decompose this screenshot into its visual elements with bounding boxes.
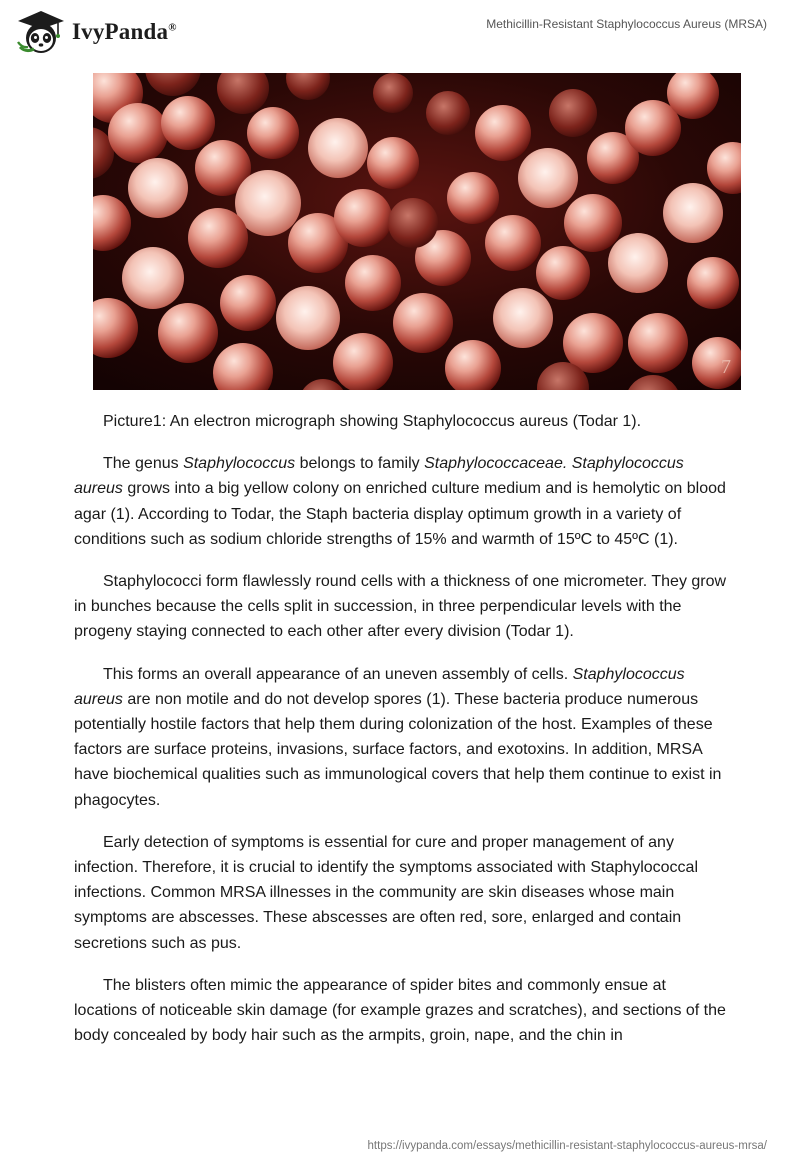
electron-micrograph-figure xyxy=(93,73,741,390)
bacterium-cell xyxy=(373,73,413,113)
paragraph-1: The genus Staphylococcus belongs to family Staphylococcaceae. Staphylococcus aureus grows into a big yellow colony on enriched culture medium and is hemolytic on blood agar (1). According to Todar, the Staph bacteria display optimum growth in a variety of conditions such as sodium chloride strengths of 15% and warmth of 15ºC to 45ºC (1). xyxy=(74,455,726,548)
bacterium-cell xyxy=(345,255,401,311)
article-body xyxy=(74,409,730,1065)
paragraph-3: This forms an overall appearance of an uneven assembly of cells. Staphylococcus aureus are non motile and do not develop spores (1). These bacteria produce numerous potentially hostile factors that help them during colonization of the host. Examples of these factors are surface proteins, invasions, surface factors, and exotoxins. In addition, MRSA have biochemical qualities such as immunological covers that help them continue to exist in phagocytes. xyxy=(74,665,722,809)
bacterium-cell xyxy=(493,288,553,348)
bacterium-cell xyxy=(247,107,299,159)
bacterium-cell xyxy=(518,148,578,208)
paragraph-5: The blisters often mimic the appearance of spider bites and commonly ensue at locations of noticeable skin damage (for example grazes and scratches), and sections of the body concealed by body hair such as the armpits, groin, nape, and the chin in xyxy=(74,976,726,1045)
bacterium-cell xyxy=(388,198,438,248)
bacterium-cell xyxy=(447,172,499,224)
bacterium-cell xyxy=(564,194,622,252)
bacterium-cell xyxy=(334,189,392,247)
bacterium-cell xyxy=(536,246,590,300)
paragraph-4: Early detection of symptoms is essential for cure and proper management of any infection. Therefore, it is crucial to identify the symptoms associated with Staphylococcal infections. Common MRSA illnesses in the community are skin diseases whose main symptoms are abscesses. These abscesses are often red, sore, enlarged and contain secretions such as pus. xyxy=(74,833,698,952)
bacterium-cell xyxy=(687,257,739,309)
bacterium-cell xyxy=(188,208,248,268)
source-url[interactable]: https://ivypanda.com/essays/methicillin-resistant-staphylococcus-aureus-mrsa/ xyxy=(367,1140,767,1152)
bacterium-cell xyxy=(549,89,597,137)
bacterium-cell xyxy=(122,247,184,309)
bacterium-cell xyxy=(485,215,541,271)
bacterium-cell xyxy=(367,137,419,189)
bacterium-cell xyxy=(108,103,168,163)
brand-name: IvyPanda® xyxy=(72,19,177,44)
ivypanda-logo[interactable] xyxy=(14,9,177,55)
bacterium-cell xyxy=(426,91,470,135)
panda-logo-icon xyxy=(14,9,68,55)
bacterium-cell xyxy=(475,105,531,161)
bacterium-cell xyxy=(308,118,368,178)
paragraph-2: Staphylococci form flawlessly round cells with a thickness of one micrometer. They grow in bunches because the cells split in succession, in three perpendicular levels with the progeny staying connected to each other after every division (Todar 1). xyxy=(74,573,727,641)
bacterium-cell xyxy=(276,286,340,350)
bacterium-cell xyxy=(161,96,215,150)
bacterium-cell xyxy=(663,183,723,243)
figure-corner-mark: 7 xyxy=(721,356,731,378)
bacterium-cell xyxy=(220,275,276,331)
document-title: Methicillin-Resistant Staphylococcus Aureus (MRSA) xyxy=(486,17,767,31)
bacterium-cell xyxy=(608,233,668,293)
micrograph-image xyxy=(93,73,741,390)
figure-caption: Picture1: An electron micrograph showing Staphylococcus aureus (Todar 1). xyxy=(103,413,642,430)
bacterium-cell xyxy=(128,158,188,218)
bacterium-cell xyxy=(628,313,688,373)
bacterium-cell xyxy=(158,303,218,363)
bacterium-cell xyxy=(393,293,453,353)
page-header xyxy=(0,0,800,60)
